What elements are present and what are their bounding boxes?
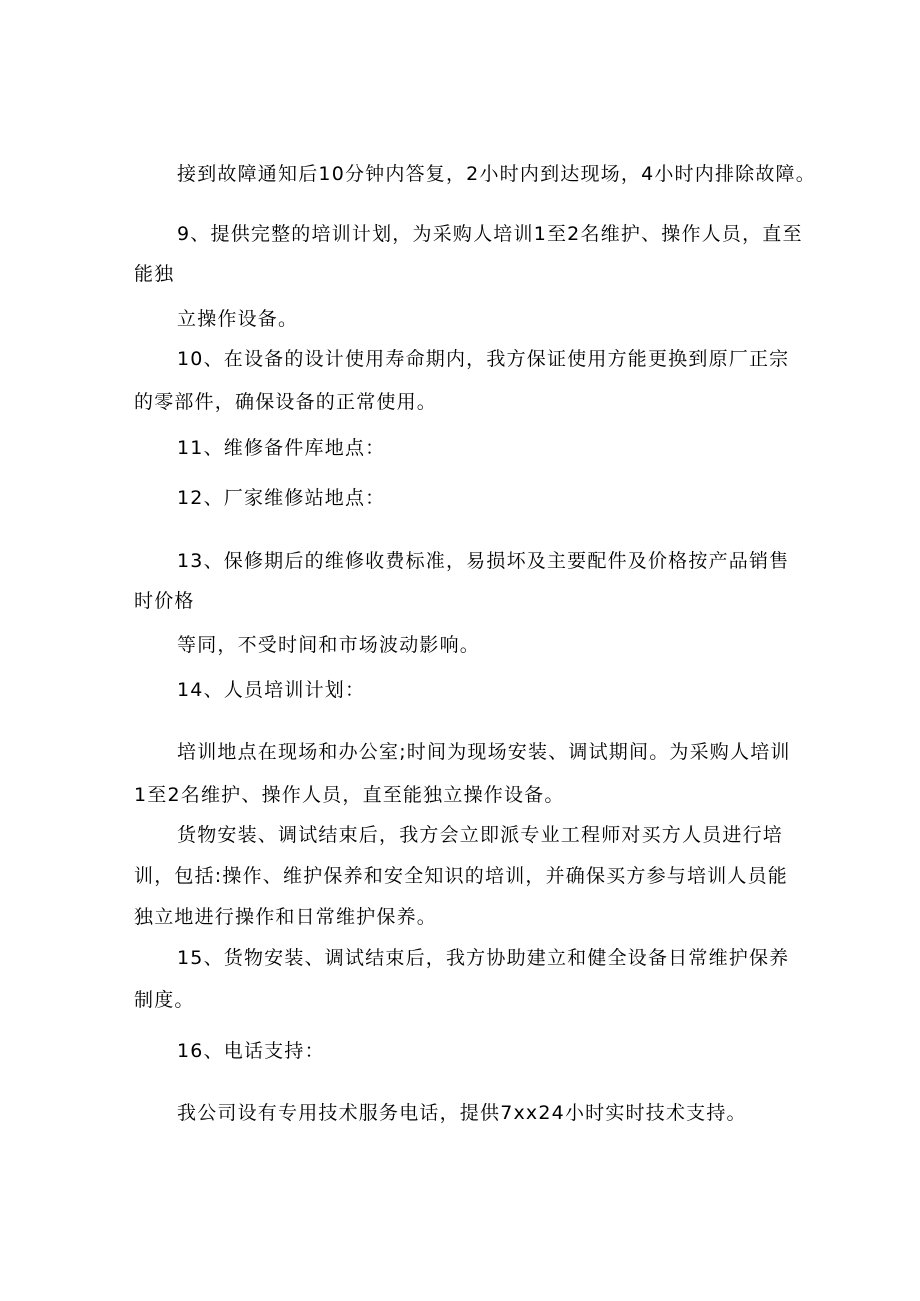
paragraph-line: 15、货物安装、调试结束后，我方协助建立和健全设备日常维护保养 bbox=[177, 947, 790, 969]
paragraph-line: 等同，不受时间和市场波动影响。 bbox=[177, 634, 481, 656]
paragraph-line: 立操作设备。 bbox=[177, 308, 299, 330]
paragraph-line: 1至2名维护、操作人员，直至能独立操作设备。 bbox=[134, 784, 565, 806]
paragraph-line: 10、在设备的设计使用寿命期内，我方保证使用方能更换到原厂正宗 bbox=[177, 348, 790, 370]
paragraph-line: 培训地点在现场和办公室;时间为现场安装、调试期间。为采购人培训 bbox=[177, 741, 791, 763]
paragraph-line: 16、电话支持： bbox=[177, 1040, 325, 1062]
paragraph-line: 训，包括:操作、维护保养和安全知识的培训，并确保买方参与培训人员能 bbox=[134, 865, 789, 887]
paragraph-line: 的零部件，确保设备的正常使用。 bbox=[134, 391, 438, 413]
paragraph-line: 独立地进行操作和日常维护保养。 bbox=[134, 906, 438, 928]
paragraph-line: 接到故障通知后10分钟内答复，2小时内到达现场，4小时内排除故障。 bbox=[177, 163, 816, 185]
paragraph-line: 14、人员培训计划： bbox=[177, 679, 366, 701]
paragraph-line: 9、提供完整的培训计划，为采购人培训1至2名维护、操作人员，直至 bbox=[177, 223, 803, 245]
paragraph-line: 制度。 bbox=[134, 989, 195, 1011]
paragraph-line: 11、维修备件库地点： bbox=[177, 437, 386, 459]
paragraph-line: 13、保修期后的维修收费标准，易损坏及主要配件及价格按产品销售 bbox=[177, 550, 790, 572]
paragraph-line: 货物安装、调试结束后，我方会立即派专业工程师对买方人员进行培 bbox=[177, 824, 784, 846]
paragraph-line: 12、厂家维修站地点： bbox=[177, 487, 386, 509]
paragraph-line: 能独 bbox=[134, 263, 175, 285]
paragraph-line: 我公司设有专用技术服务电话，提供7xx24小时实时技术支持。 bbox=[177, 1102, 747, 1124]
paragraph-line: 时价格 bbox=[134, 590, 195, 612]
